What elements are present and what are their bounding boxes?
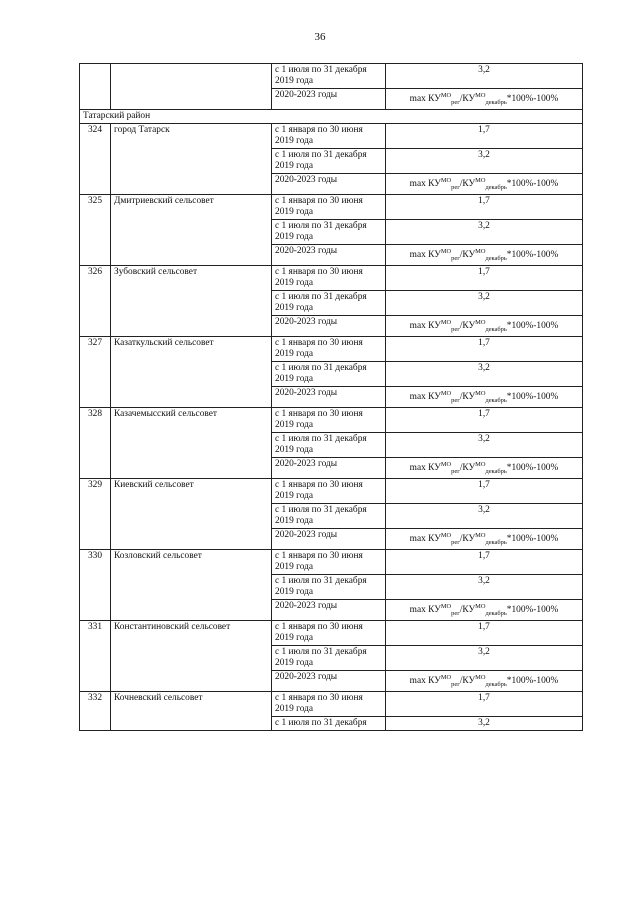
settlement-name: Дмитриевский сельсовет xyxy=(111,195,272,266)
period-cell: с 1 июля по 31 декабря 2019 года xyxy=(272,149,386,174)
value-cell: 1,7 xyxy=(386,550,583,575)
settlement-name: Козловский сельсовет xyxy=(111,550,272,621)
row-number: 331 xyxy=(80,621,111,692)
row-number: 325 xyxy=(80,195,111,266)
period-cell: с 1 января по 30 июня 2019 года xyxy=(272,550,386,575)
table-row xyxy=(80,195,583,220)
settlement-name: Казаткульский сельсовет xyxy=(111,337,272,408)
period-cell: с 1 июля по 31 декабря 2019 года xyxy=(272,433,386,458)
settlement-name: Казачемысский сельсовет xyxy=(111,408,272,479)
table-row xyxy=(80,479,583,504)
table-row xyxy=(80,337,583,362)
row-number: 329 xyxy=(80,479,111,550)
period-cell: с 1 января по 30 июня 2019 года xyxy=(272,124,386,149)
period-cell: 2020-2023 годы xyxy=(272,458,386,479)
period-cell: с 1 января по 30 июня 2019 года xyxy=(272,408,386,433)
row-number: 327 xyxy=(80,337,111,408)
table-row xyxy=(80,64,583,89)
period-cell: с 1 июля по 31 декабря 2019 года xyxy=(272,291,386,316)
period-cell: 2020-2023 годы xyxy=(272,89,386,110)
period-cell: 2020-2023 годы xyxy=(272,671,386,692)
period-cell: с 1 июля по 31 декабря 2019 года xyxy=(272,220,386,245)
formula-cell: $\max КУ^{МО}_{рег}/КУ^{МО}_{декабрь}*100\%-100\%$ xyxy=(386,174,583,195)
table-row xyxy=(80,692,583,717)
value-cell: 3,2 xyxy=(386,291,583,316)
value-cell: 1,7 xyxy=(386,124,583,149)
tariff-table xyxy=(79,63,583,731)
row-number: 328 xyxy=(80,408,111,479)
value-cell: 1,7 xyxy=(386,408,583,433)
formula-cell: $\max КУ^{МО}_{рег}/КУ^{МО}_{декабрь}*100\%-100\%$ xyxy=(386,387,583,408)
formula-cell: $\max КУ^{МО}_{рег}/КУ^{МО}_{декабрь}*100\%-100\%$ xyxy=(386,245,583,266)
settlement-name: Константиновский сельсовет xyxy=(111,621,272,692)
settlement-name: город Татарск xyxy=(111,124,272,195)
value-cell: 3,2 xyxy=(386,575,583,600)
period-cell: с 1 января по 30 июня 2019 года xyxy=(272,479,386,504)
value-cell: 3,2 xyxy=(386,433,583,458)
period-cell: с 1 января по 30 июня 2019 года xyxy=(272,692,386,717)
formula-cell: $\max КУ^{МО}_{рег}/КУ^{МО}_{декабрь}*100\%-100\%$ xyxy=(386,89,583,110)
period-cell: 2020-2023 годы xyxy=(272,316,386,337)
value-cell: 1,7 xyxy=(386,266,583,291)
row-number: 330 xyxy=(80,550,111,621)
value-cell: 1,7 xyxy=(386,621,583,646)
table-row xyxy=(80,408,583,433)
table-row xyxy=(80,124,583,149)
table-row xyxy=(80,266,583,291)
period-cell: с 1 июля по 31 декабря xyxy=(272,717,386,731)
formula-cell: $\max КУ^{МО}_{рег}/КУ^{МО}_{декабрь}*100\%-100\%$ xyxy=(386,529,583,550)
period-cell: 2020-2023 годы xyxy=(272,387,386,408)
table-row xyxy=(80,550,583,575)
region-row xyxy=(80,110,583,124)
page-number: 36 xyxy=(314,31,326,43)
table-row xyxy=(80,621,583,646)
period-cell: с 1 июля по 31 декабря 2019 года xyxy=(272,575,386,600)
period-cell: с 1 июля по 31 декабря 2019 года xyxy=(272,64,386,89)
value-cell: 1,7 xyxy=(386,479,583,504)
period-cell: 2020-2023 годы xyxy=(272,245,386,266)
period-cell: с 1 января по 30 июня 2019 года xyxy=(272,195,386,220)
row-number: 324 xyxy=(80,124,111,195)
formula-cell: $\max КУ^{МО}_{рег}/КУ^{МО}_{декабрь}*100\%-100\%$ xyxy=(386,316,583,337)
number-cell xyxy=(80,64,111,110)
value-cell: 3,2 xyxy=(386,362,583,387)
period-cell: 2020-2023 годы xyxy=(272,600,386,621)
value-cell: 3,2 xyxy=(386,646,583,671)
value-cell: 3,2 xyxy=(386,504,583,529)
period-cell: с 1 июля по 31 декабря 2019 года xyxy=(272,646,386,671)
period-cell: с 1 июля по 31 декабря 2019 года xyxy=(272,362,386,387)
value-cell: 3,2 xyxy=(386,220,583,245)
value-cell: 3,2 xyxy=(386,149,583,174)
period-cell: с 1 января по 30 июня 2019 года xyxy=(272,266,386,291)
period-cell: с 1 июля по 31 декабря 2019 года xyxy=(272,504,386,529)
formula-cell: $\max КУ^{МО}_{рег}/КУ^{МО}_{декабрь}*100\%-100\%$ xyxy=(386,600,583,621)
period-cell: с 1 января по 30 июня 2019 года xyxy=(272,337,386,362)
value-cell: 3,2 xyxy=(386,717,583,731)
period-cell: 2020-2023 годы xyxy=(272,174,386,195)
value-cell: 1,7 xyxy=(386,337,583,362)
settlement-name: Зубовский сельсовет xyxy=(111,266,272,337)
region-heading: Татарский район xyxy=(80,110,583,124)
row-number: 326 xyxy=(80,266,111,337)
settlement-name: Кочневский сельсовет xyxy=(111,692,272,731)
formula-cell: $\max КУ^{МО}_{рег}/КУ^{МО}_{декабрь}*100\%-100\%$ xyxy=(386,671,583,692)
name-cell xyxy=(111,64,272,110)
value-cell: 1,7 xyxy=(386,195,583,220)
period-cell: 2020-2023 годы xyxy=(272,529,386,550)
value-cell: 3,2 xyxy=(386,64,583,89)
period-cell: с 1 января по 30 июня 2019 года xyxy=(272,621,386,646)
row-number: 332 xyxy=(80,692,111,731)
value-cell: 1,7 xyxy=(386,692,583,717)
settlement-name: Киевский сельсовет xyxy=(111,479,272,550)
formula-cell: $\max КУ^{МО}_{рег}/КУ^{МО}_{декабрь}*100\%-100\%$ xyxy=(386,458,583,479)
